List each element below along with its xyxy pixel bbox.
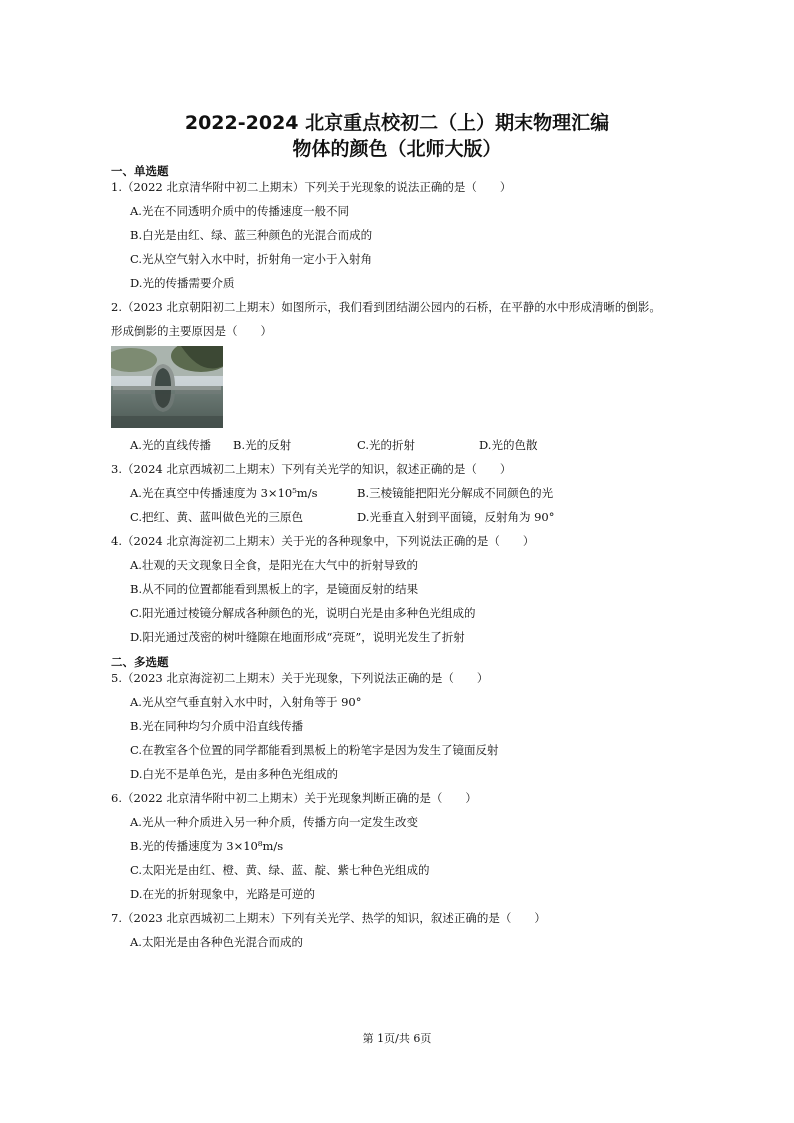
question-6-stem: 6.（2022 北京清华附中初二上期末）关于光现象判断正确的是（ ）: [111, 791, 477, 805]
page-number: 第 1页/共 6页: [362, 1032, 432, 1045]
question-4-stem: 4.（2024 北京海淀初二上期末）关于光的各种现象中，下列说法正确的是（ ）: [111, 534, 535, 548]
question-1-stem: 1.（2022 北京清华附中初二上期末）下列关于光现象的说法正确的是（ ）: [111, 180, 512, 194]
question-4-option-c: C.阳光通过棱镜分解成各种颜色的光，说明白光是由多种色光组成的: [130, 606, 476, 620]
question-6-option-d: D.在光的折射现象中，光路是可逆的: [130, 887, 315, 901]
question-3-stem: 3.（2024 北京西城初二上期末）下列有关光学的知识，叙述正确的是（ ）: [111, 462, 512, 476]
question-2-stem-cont: 形成倒影的主要原因是（ ）: [111, 324, 272, 338]
question-7-option-a: A.太阳光是由各种色光混合而成的: [130, 935, 303, 949]
section-multiple-choice: 二、多选题: [111, 655, 169, 669]
section-single-choice: 一、单选题: [111, 164, 169, 178]
question-3-option-c: C.把红、黄、蓝叫做色光的三原色: [130, 510, 304, 524]
question-6-option-b: B.光的传播速度为 3×10⁸m/s: [130, 839, 284, 853]
question-5-stem: 5.（2023 北京海淀初二上期末）关于光现象，下列说法正确的是（ ）: [111, 671, 489, 685]
question-2-option-c: C.光的折射: [357, 438, 416, 452]
question-3-option-d: D.光垂直入射到平面镜，反射角为 90°: [357, 510, 555, 524]
question-2-option-d: D.光的色散: [479, 438, 538, 452]
question-1-option-b: B.白光是由红、绿、蓝三种颜色的光混合而成的: [130, 228, 373, 242]
question-3-option-b: B.三棱镜能把阳光分解成不同颜色的光: [357, 486, 554, 500]
question-4-option-b: B.从不同的位置都能看到黑板上的字，是镜面反射的结果: [130, 582, 419, 596]
question-5-option-b: B.光在同种均匀介质中沿直线传播: [130, 719, 304, 733]
page-subtitle: 物体的颜色（北师大版）: [292, 138, 502, 160]
question-4-option-a: A.壮观的天文现象日全食，是阳光在大气中的折射导致的: [130, 558, 418, 572]
question-1-option-d: D.光的传播需要介质: [130, 276, 235, 290]
question-3-option-a: A.光在真空中传播速度为 3×10⁵m/s: [130, 486, 318, 500]
question-5-option-d: D.白光不是单色光，是由多种色光组成的: [130, 767, 338, 781]
page-title: 2022-2024 北京重点校初二（上）期末物理汇编: [184, 112, 610, 134]
question-2-option-b: B.光的反射: [233, 438, 292, 452]
question-1-option-a: A.光在不同透明介质中的传播速度一般不同: [130, 204, 349, 218]
question-2-option-a: A.光的直线传播: [130, 438, 211, 452]
stone-bridge-photo: [111, 346, 223, 428]
question-2-stem: 2.（2023 北京朝阳初二上期末）如图所示，我们看到团结湖公园内的石桥，在平静的水中形成清晰的倒影。: [111, 300, 661, 314]
question-4-option-d: D.阳光通过茂密的树叶缝隙在地面形成“亮斑”，说明光发生了折射: [130, 630, 465, 644]
question-6-option-c: C.太阳光是由红、橙、黄、绿、蓝、靛、紫七种色光组成的: [130, 863, 430, 877]
question-5-option-a: A.光从空气垂直射入水中时，入射角等于 90°: [130, 695, 362, 709]
question-7-stem: 7.（2023 北京西城初二上期末）下列有关光学、热学的知识，叙述正确的是（ ）: [111, 911, 546, 925]
question-6-option-a: A.光从一种介质进入另一种介质，传播方向一定发生改变: [130, 815, 418, 829]
question-5-option-c: C.在教室各个位置的同学都能看到黑板上的粉笔字是因为发生了镜面反射: [130, 743, 499, 757]
question-1-option-c: C.光从空气射入水中时，折射角一定小于入射角: [130, 252, 373, 266]
